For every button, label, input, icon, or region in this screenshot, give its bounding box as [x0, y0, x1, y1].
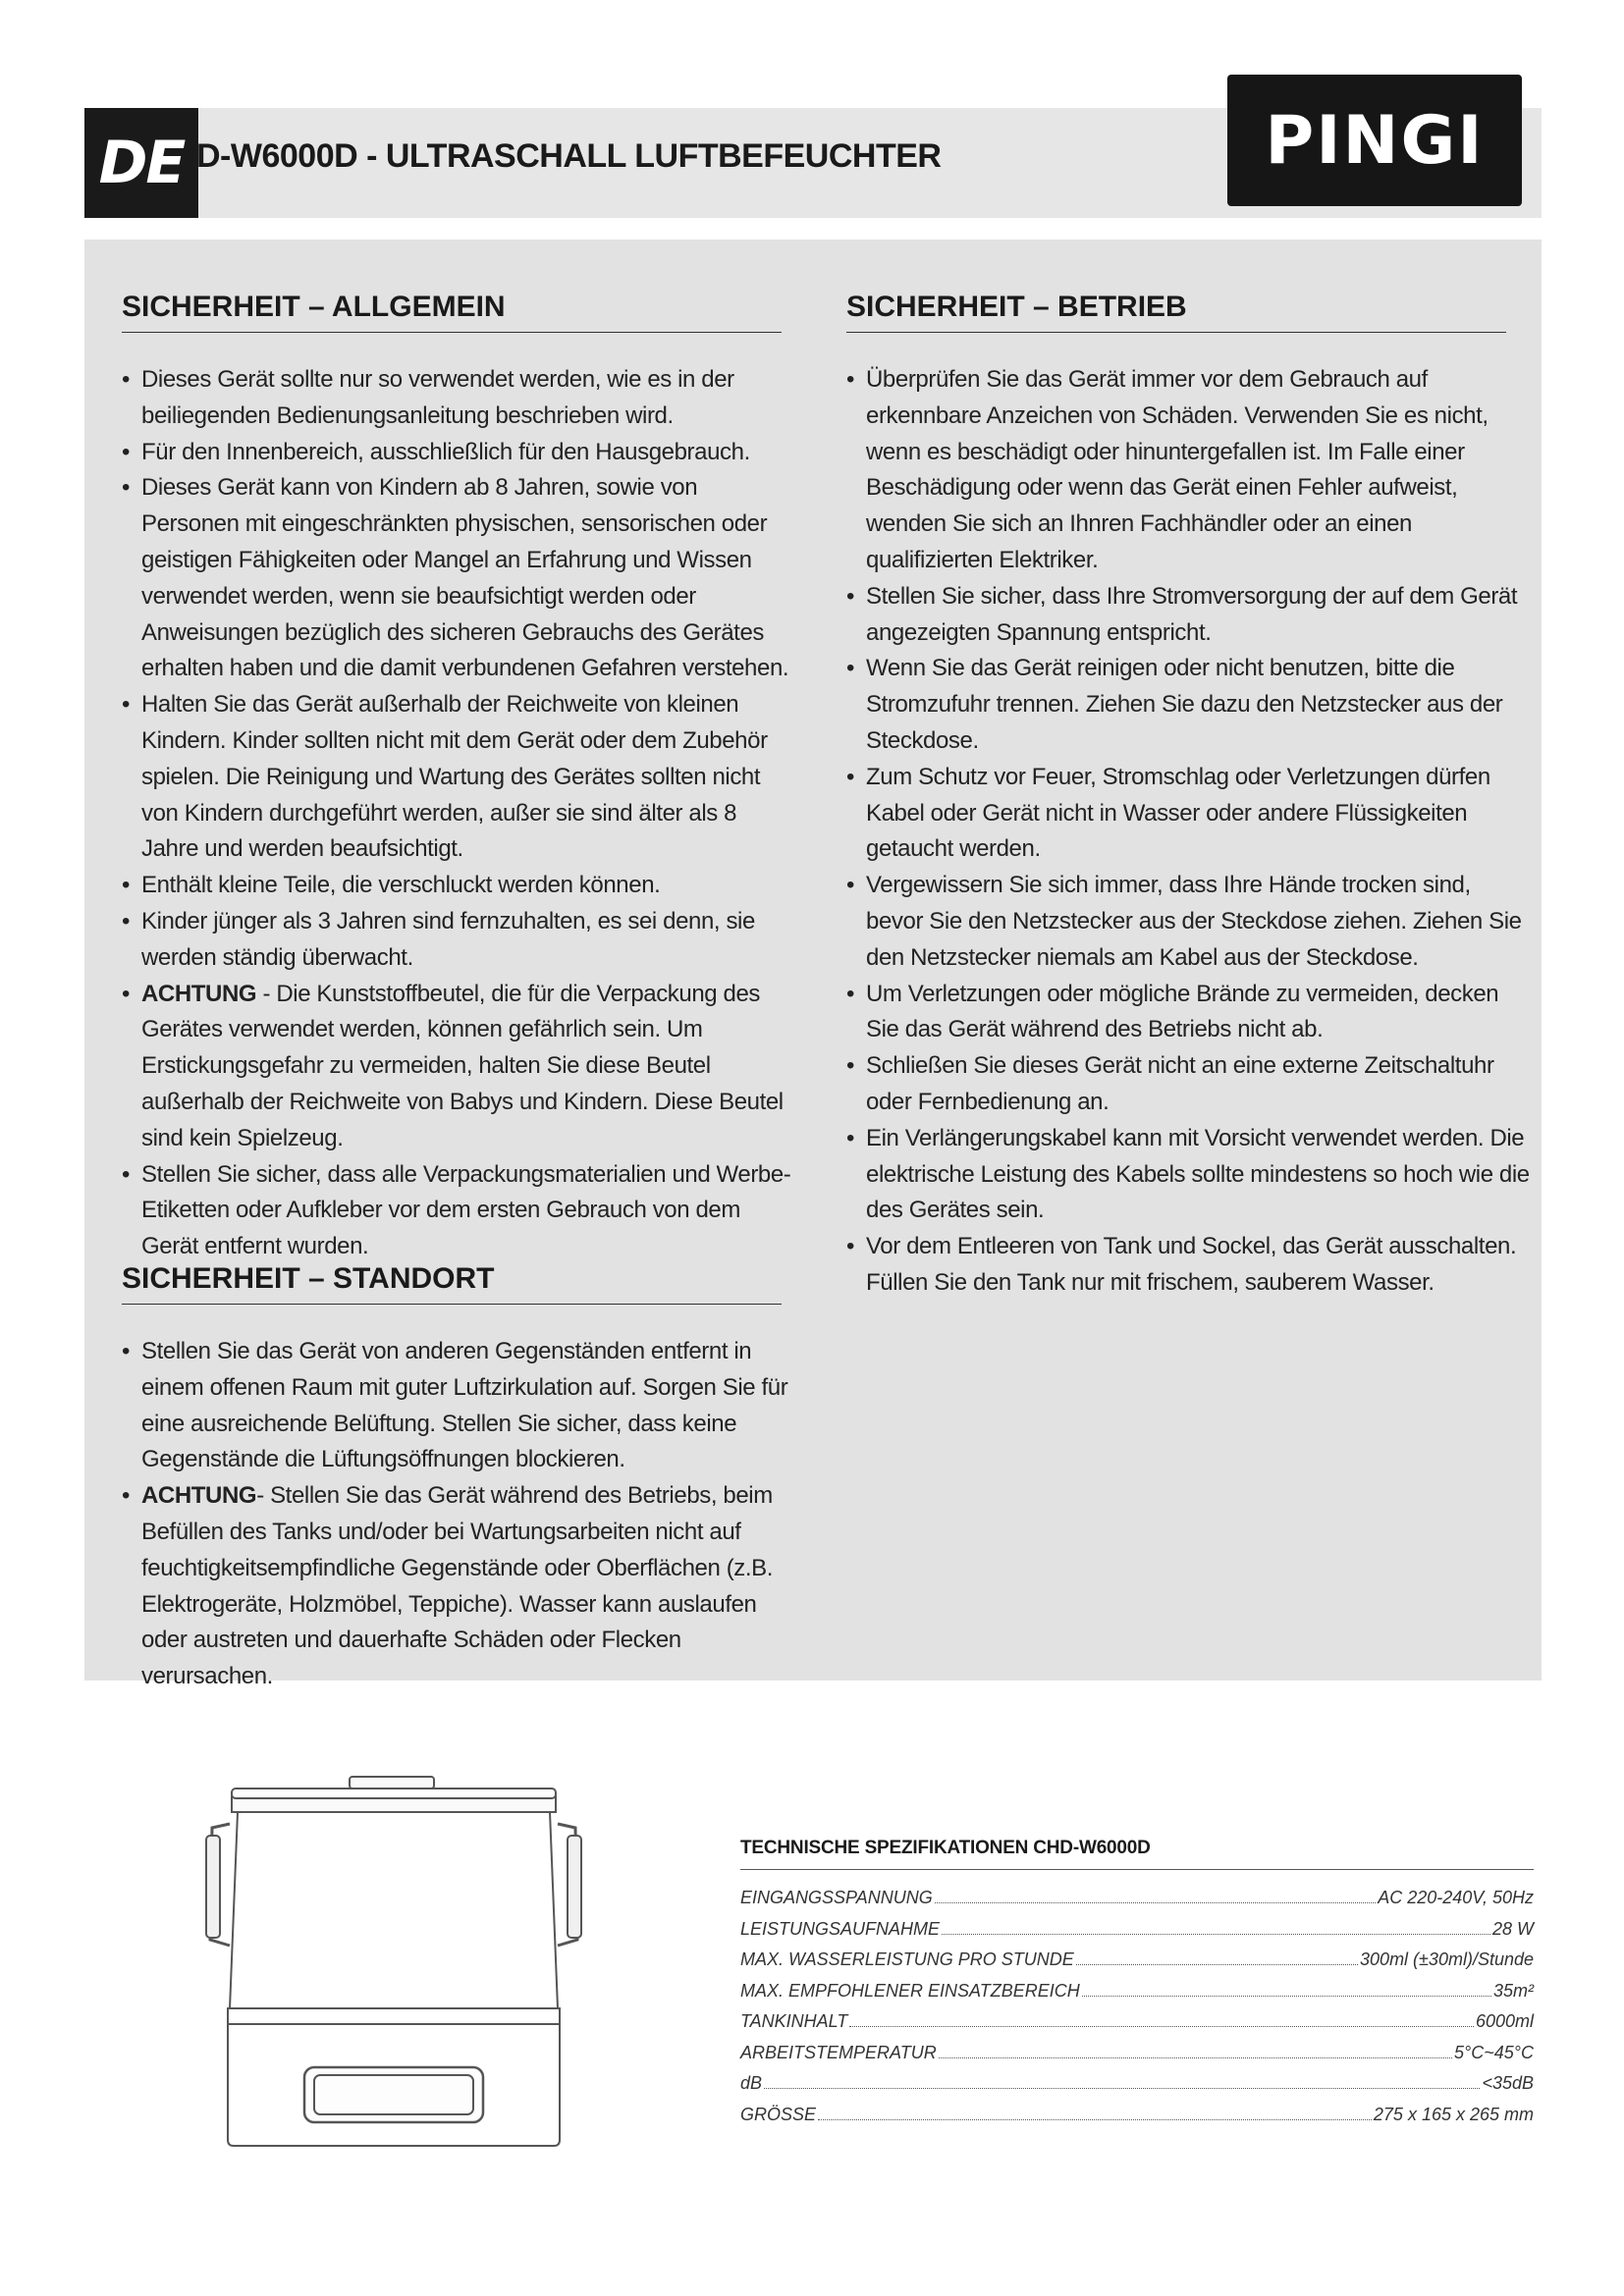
spec-row: [740, 2043, 1534, 2074]
dot-leader: [1076, 1964, 1358, 1965]
bullet-list: [122, 1334, 799, 1695]
section-title: SICHERHEIT – STANDORT: [122, 1262, 782, 1305]
list-item: • Stellen Sie das Gerät von anderen Gegenständen entfernt in einem offenen Raum mit guter Luftzirkulation auf. Sorgen Sie für eine ausreichende Belüftung. Stellen Sie sicher, dass keine Gegenstände die Lüftungsöffnungen blockieren.: [122, 1334, 799, 1478]
section-title: SICHERHEIT – ALLGEMEIN: [122, 291, 782, 333]
list-item: • Stellen Sie sicher, dass Ihre Stromversorgung der auf dem Gerät angezeigten Spannung entspricht.: [846, 579, 1534, 652]
spec-value: 300ml (±30ml)/Stunde: [1360, 1949, 1534, 1969]
list-item: • Schließen Sie dieses Gerät nicht an eine externe Zeitschaltuhr oder Fernbedienung an.: [846, 1048, 1534, 1121]
document-title: D-W6000D - ULTRASCHALL LUFTBEFEUCHTER: [196, 137, 942, 175]
list-item: • Ein Verlängerungskabel kann mit Vorsicht verwendet werden. Die elektrische Leistung des Kabels sollte mindestens so hoch wie die des Gerätes sein.: [846, 1121, 1534, 1229]
spec-rows: [740, 1888, 1534, 2135]
list-item: • Wenn Sie das Gerät reinigen oder nicht benutzen, bitte die Stromzufuhr trennen. Ziehen Sie dazu den Netzstecker aus der Steckdose.: [846, 651, 1534, 759]
dot-leader: [942, 1934, 1490, 1935]
spec-label: dB: [740, 2073, 763, 2093]
spec-value: 6000ml: [1475, 2011, 1534, 2031]
spec-row: [740, 2105, 1534, 2136]
list-item: • Halten Sie das Gerät außerhalb der Reichweite von kleinen Kindern. Kinder sollten nicht mit dem Gerät oder dem Zubehör spielen. Die Reinigung und Wartung des Gerätes sollten nicht von Kindern durchgeführt werden, außer sie sind älter als 8 Jahre und werden beaufsichtigt.: [122, 687, 799, 868]
spec-label: LEISTUNGSAUFNAHME: [740, 1918, 941, 1939]
list-item: • Vor dem Entleeren von Tank und Sockel, das Gerät ausschalten. Füllen Sie den Tank nur mit frischem, sauberem Wasser.: [846, 1229, 1534, 1302]
spec-value: <35dB: [1482, 2073, 1534, 2093]
spec-row: [740, 2011, 1534, 2043]
humidifier-illustration: [192, 1767, 595, 2150]
bullet-list: [122, 362, 799, 1265]
dot-leader: [849, 2026, 1474, 2027]
list-item: • Zum Schutz vor Feuer, Stromschlag oder Verletzungen dürfen Kabel oder Gerät nicht in Wasser oder andere Flüssigkeiten getaucht werden.: [846, 760, 1534, 868]
spec-row: [740, 1981, 1534, 2012]
spec-value: 35m²: [1492, 1980, 1534, 2001]
spec-row: [740, 2073, 1534, 2105]
brand-logo: PINGI: [1227, 75, 1522, 206]
section-location-safety: [122, 1262, 799, 1695]
dot-leader: [818, 2119, 1372, 2120]
section-operation-safety: [846, 291, 1534, 1302]
technical-specifications: [740, 1838, 1534, 2135]
spec-value: 275 x 165 x 265 mm: [1373, 2104, 1534, 2124]
spec-label: TANKINHALT: [740, 2011, 848, 2031]
section-general-safety: [122, 291, 799, 1265]
list-item: • Um Verletzungen oder mögliche Brände zu vermeiden, decken Sie das Gerät während des Betriebs nicht ab.: [846, 977, 1534, 1049]
list-item: • Stellen Sie sicher, dass alle Verpackungsmaterialien und Werbe-Etiketten oder Aufkleber vor dem ersten Gebrauch von dem Gerät entfernt wurden.: [122, 1157, 799, 1265]
list-item: • Überprüfen Sie das Gerät immer vor dem Gebrauch auf erkennbare Anzeichen von Schäden. Verwenden Sie es nicht, wenn es beschädigt oder hinuntergefallen ist. Im Falle einer Beschädigung oder wenn das Gerät einen Fehler aufweist, wenden Sie sich an Ihnren Fachhändler oder an einen qualifizierten Elektriker.: [846, 362, 1534, 579]
language-badge: DE: [84, 108, 198, 218]
list-item: • ACHTUNG - Die Kunststoffbeutel, die für die Verpackung des Gerätes verwendet werden, können gefährlich sein. Um Erstickungsgefahr zu vermeiden, halten Sie diese Beutel außerhalb der Reichweite von Babys und Kindern. Diese Beutel sind kein Spielzeug.: [122, 977, 799, 1157]
spec-label: GRÖSSE: [740, 2104, 817, 2124]
section-title: SICHERHEIT – BETRIEB: [846, 291, 1506, 333]
dot-leader: [764, 2088, 1480, 2089]
list-item: • Kinder jünger als 3 Jahren sind fernzuhalten, es sei denn, sie werden ständig überwacht.: [122, 904, 799, 977]
list-item: • ACHTUNG- Stellen Sie das Gerät während des Betriebs, beim Befüllen des Tanks und/oder bei Wartungsarbeiten nicht auf feuchtigkeitsempfindliche Gegenstände oder Oberflächen (z.B. Elektrogeräte, Holzmöbel, Teppiche). Wasser kann auslaufen oder austreten und dauerhafte Schäden oder Flecken verursachen.: [122, 1478, 799, 1695]
dot-leader: [939, 2057, 1452, 2058]
list-item: • Für den Innenbereich, ausschließlich für den Hausgebrauch.: [122, 435, 799, 471]
list-item: • Dieses Gerät kann von Kindern ab 8 Jahren, sowie von Personen mit eingeschränkten physischen, sensorischen oder geistigen Fähigkeiten oder Mangel an Erfahrung und Wissen verwendet werden, wenn sie beaufsichtigt werden oder Anweisungen bezüglich des sicheren Gebrauchs des Gerätes erhalten haben und die damit verbundenen Gefahren verstehen.: [122, 470, 799, 687]
dot-leader: [1082, 1996, 1491, 1997]
specs-title: TECHNISCHE SPEZIFIKATIONEN CHD-W6000D: [740, 1838, 1534, 1870]
list-item: • Vergewissern Sie sich immer, dass Ihre Hände trocken sind, bevor Sie den Netzstecker aus der Steckdose ziehen. Ziehen Sie den Netzstecker niemals am Kabel aus der Steckdose.: [846, 868, 1534, 976]
spec-row: [740, 1949, 1534, 1981]
spec-row: [740, 1919, 1534, 1950]
spec-value: AC 220-240V, 50Hz: [1378, 1888, 1534, 1907]
spec-label: EINGANGSSPANNUNG: [740, 1888, 933, 1907]
spec-row: [740, 1888, 1534, 1919]
spec-value: 28 W: [1491, 1918, 1534, 1939]
spec-value: 5°C~45°C: [1454, 2042, 1534, 2062]
list-item: • Enthält kleine Teile, die verschluckt werden können.: [122, 868, 799, 904]
dot-leader: [935, 1902, 1377, 1903]
spec-label: ARBEITSTEMPERATUR: [740, 2042, 937, 2062]
spec-label: MAX. WASSERLEISTUNG PRO STUNDE: [740, 1949, 1074, 1969]
list-item: • Dieses Gerät sollte nur so verwendet werden, wie es in der beiliegenden Bedienungsanleitung beschrieben wird.: [122, 362, 799, 435]
spec-label: MAX. EMPFOHLENER EINSATZBEREICH: [740, 1980, 1080, 2001]
bullet-list: [846, 362, 1534, 1302]
